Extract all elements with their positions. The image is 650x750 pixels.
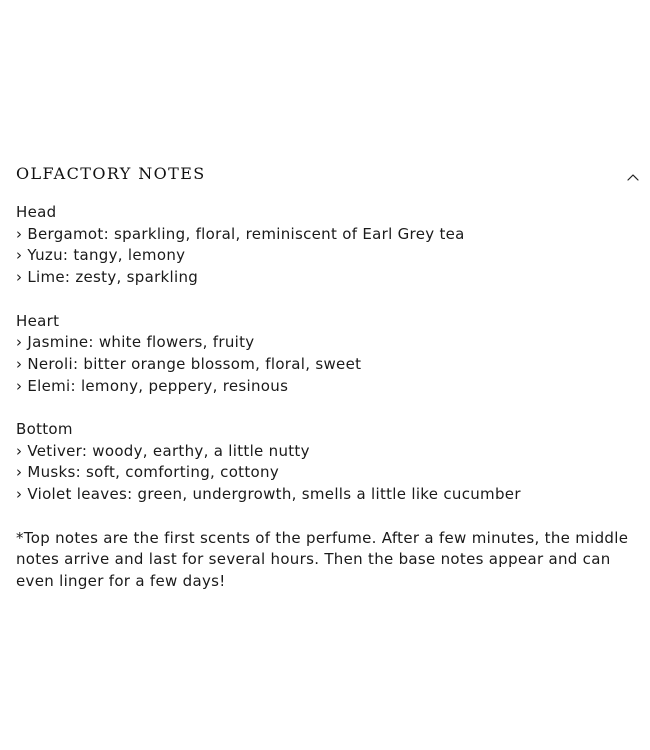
note-item: › Violet leaves: green, undergrowth, smells a little like cucumber (16, 485, 521, 504)
head-notes-group (16, 202, 642, 289)
accordion-header[interactable] (16, 160, 642, 190)
note-item: › Neroli: bitter orange blossom, floral, sweet (16, 354, 362, 373)
section-title: OLFACTORY NOTES (16, 164, 206, 183)
heart-notes-group (16, 311, 642, 398)
chevron-up-icon[interactable] (626, 170, 640, 184)
note-item: › Vetiver: woody, earthy, a little nutty (16, 441, 310, 460)
heart-notes-title: Heart (16, 311, 60, 330)
note-item: › Musks: soft, comforting, cottony (16, 463, 280, 482)
note-item: › Lime: zesty, sparkling (16, 268, 199, 287)
notes-footnote: *Top notes are the first scents of the perfume. After a few minutes, the middle notes arrive and last for several hours. Then the base notes appear and can even linger for a few days! (16, 528, 629, 590)
note-item: › Elemi: lemony, peppery, resinous (16, 376, 289, 395)
note-item: › Yuzu: tangy, lemony (16, 246, 186, 265)
accordion-content (16, 202, 642, 593)
note-item: › Bergamot: sparkling, floral, reminiscent of Earl Grey tea (16, 224, 465, 243)
bottom-notes-group (16, 419, 642, 506)
note-item: › Jasmine: white flowers, fruity (16, 333, 255, 352)
head-notes-title: Head (16, 203, 57, 221)
olfactory-notes-accordion (16, 160, 642, 593)
bottom-notes-title: Bottom (16, 420, 73, 438)
